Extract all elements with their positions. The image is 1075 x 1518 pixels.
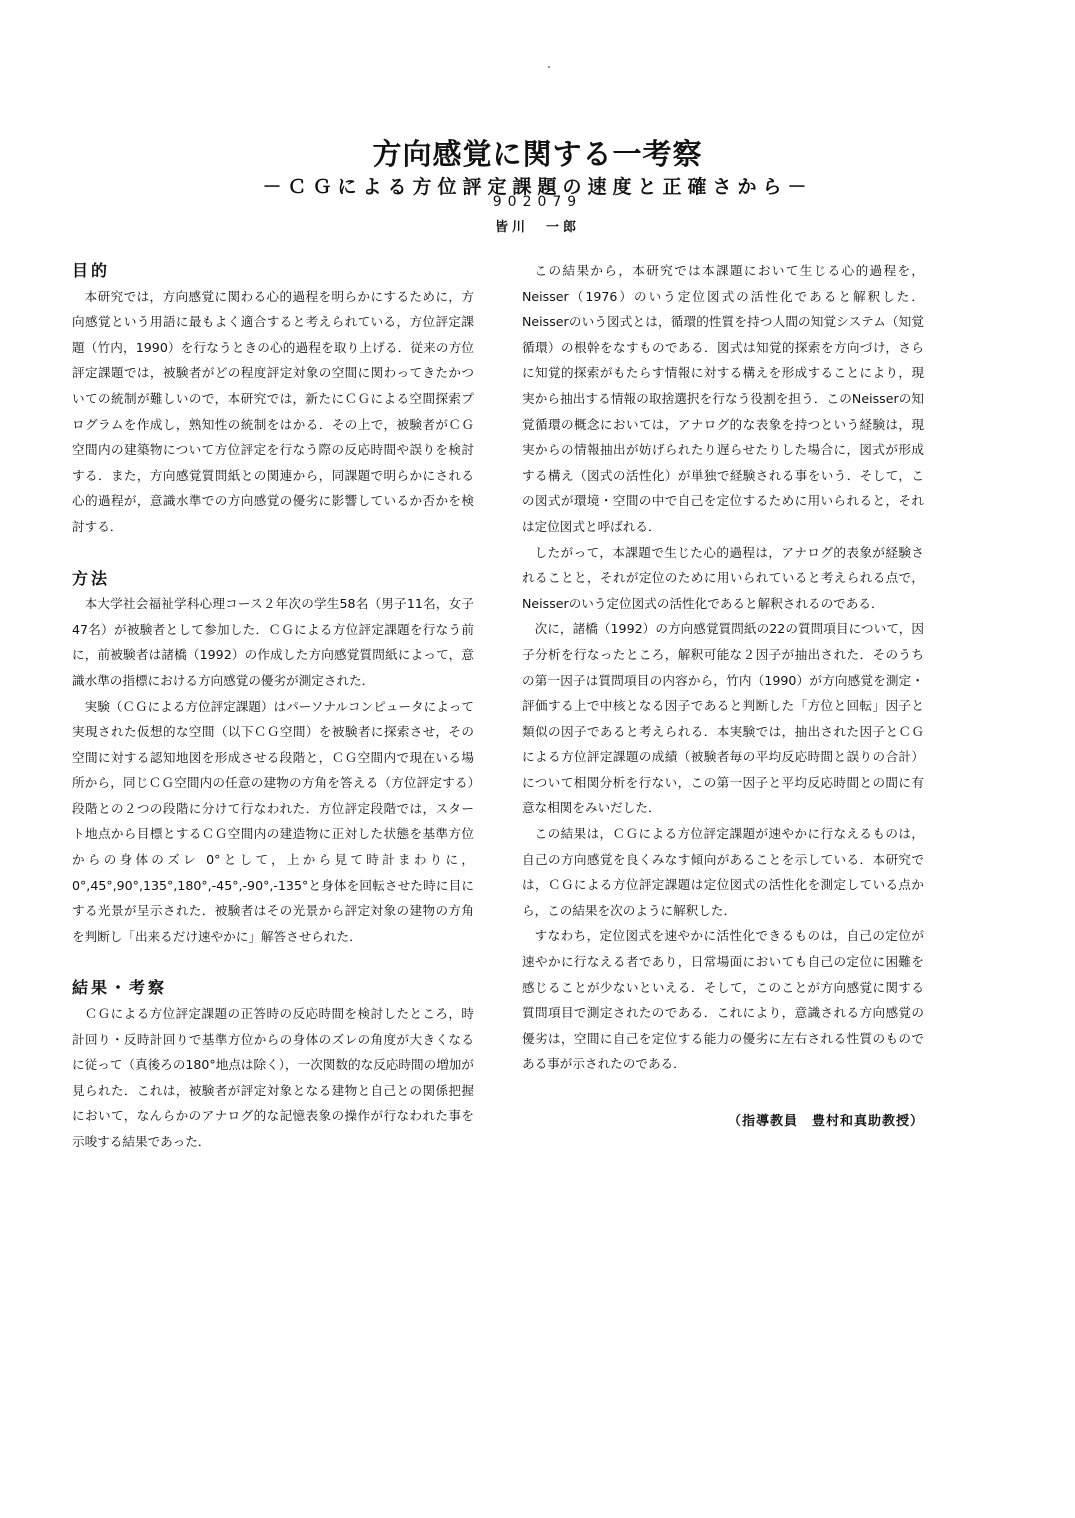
section-heading-purpose: 目的 [72, 261, 111, 280]
author-name: 皆川 一郎 [494, 220, 580, 235]
student-id: 902079 [492, 194, 583, 210]
method-paragraph-1: 本大学社会福祉学科心理コース２年次の学生58名（男子11名，女子47名）が被験者として参加した．ＣＧによる方位評定課題を行なう前に，前被験者は諸橋（1992）の作成した方向感覚質問紙によって，意識水準の指標における方向感覚の優劣が測定された． [72, 596, 474, 688]
paper-title: 方向感覚に関する一考察 [372, 137, 703, 171]
section-heading-results: 結果・考察 [72, 978, 168, 998]
scan-speck [548, 66, 550, 68]
purpose-paragraph: 本研究では，方向感覚に関わる心的過程を明らかにするために，方向感覚という用語に最もよく適合すると考えられている，方位評定課題（竹内，1990）を行なうときの心的過程を取り上げる．従来の方位評定課題では，被験者がどの程度評定対象の空間に関わってきたかついての統制が難しいので，本研究では，新たにＣＧによる空間探索プログラムを作成し，熟知性の統制をはかる．その上で，被験者がＣＧ空間内の建築物について方位評定を行なう際の反応時間や誤りを検討する．また，方向感覚質問紙との関連から，同課題で明らかにされる心的過程が，意識水準での方向感覚の優劣に影響しているか否かを検討する． [72, 288, 474, 534]
discussion-paragraph-4: この結果は，ＣＧによる方位評定課題が速やかに行なえるものは，自己の方向感覚を良くみなす傾向があることを示している．本研究では，ＣＧによる方位評定課題は定位図式の活性化を測定している点から，この結果を次のように解釈した． [522, 826, 924, 918]
right-column [522, 258, 924, 1135]
results-paragraph: ＣＧによる方位評定課題の正答時の反応時間を検討したところ，時計回り・反時計回りで基準方位からの身体のズレの角度が大きくなるに従って（真後ろの180°地点は除く），一次関数的な反応時間の増加が見られた．これは，被験者が評定対象となる建物と自己との関係把握において，なんらかのアナログ的な記憶表象の操作が行なわれた事を示唆する結果であった． [72, 1006, 474, 1149]
advisor-note: （指導教員 豊村和真助教授） [727, 1114, 924, 1129]
discussion-paragraph-5: すなわち，定位図式を速やかに活性化できるものは，自己の定位が速やかに行なえる者であり，日常場面においても自己の定位に困難を感じることが少ないといえる．そして，このことが方向感覚に関する質問項目で測定されたのである．これにより，意識される方向感覚の優劣は，空間に自己を定位する能力の優劣に左右される性質のものである事が示されたのである． [522, 928, 924, 1072]
left-column [72, 258, 474, 1155]
discussion-paragraph-2: したがって，本課題で生じた心的過程は，アナログ的表象が経験されることと，それが定位のために用いられていると考えられる点で，Neisserのいう定位図式の活性化であると解釈されるのである． [522, 544, 924, 611]
section-heading-method: 方法 [72, 568, 111, 588]
method-paragraph-2: 実験（ＣＧによる方位評定課題）はパーソナルコンピュータによって実現された仮想的な空間（以下ＣＧ空間）を被験者に探索させ，その空間に対する認知地図を形成させる段階と，ＣＧ空間内で現在いる場所から，同じＣＧ空間内の任意の建物の方角を答える（方位評定する）段階との２つの段階に分けて行なわれた．方位評定段階では，スタート地点から目標とするＣＧ空間内の建造物に正対した状態を基準方位からの身体のズレ 0°として，上から見て時計まわりに，0°,45°,90°,135°,180°,-45°,-90°,-135°と身体を回転させた時に目にする光景が呈示された．被験者はその光景から評定対象の建物の方角を判断し「出来るだけ速やかに」解答させられた． [72, 698, 474, 944]
discussion-paragraph-1: この結果から，本研究では本課題において生じる心的過程を，Neisser（1976）のいう定位図式の活性化であると解釈した．Neisserのいう図式とは，循環的性質を持つ人間の知覚システム（知覚循環）の根幹をなすものである．図式は知覚的探索を方向づけ，さらに知覚的探索がもたらす情報に対する構えを形成することにより，現実から抽出する情報の取捨選択を行なう役割を担う．このNeisserの知覚循環の概念においては，アナログ的な表象を持つという経験は，現実からの情報抽出が妨げられたり遅らせたりした場合に，図式が形成する構え（図式の活性化）が単独で経験される事をいう．そして，この図式が環境・空間の中で自己を定位するために用いられると，それは定位図式と呼ばれる． [522, 263, 924, 534]
discussion-paragraph-3: 次に，諸橋（1992）の方向感覚質問紙の22の質問項目について，因子分析を行なったところ，解釈可能な２因子が抽出された．そのうちの第一因子は質問項目の内容から，竹内（1990）が方向感覚を測定・評価する上で中核となる因子であると判断した「方位と回転」因子と類似の因子であると考えられる．本実験では，抽出された因子とＣＧによる方位評定課題の成績（被験者毎の平均反応時間と誤りの合計）について相関分析を行ない，この第一因子と平均反応時間との間に有意な相関をみいだした． [522, 621, 924, 816]
paper-subtitle: －ＣＧによる方位評定課題の速度と正確さから－ [262, 176, 813, 198]
